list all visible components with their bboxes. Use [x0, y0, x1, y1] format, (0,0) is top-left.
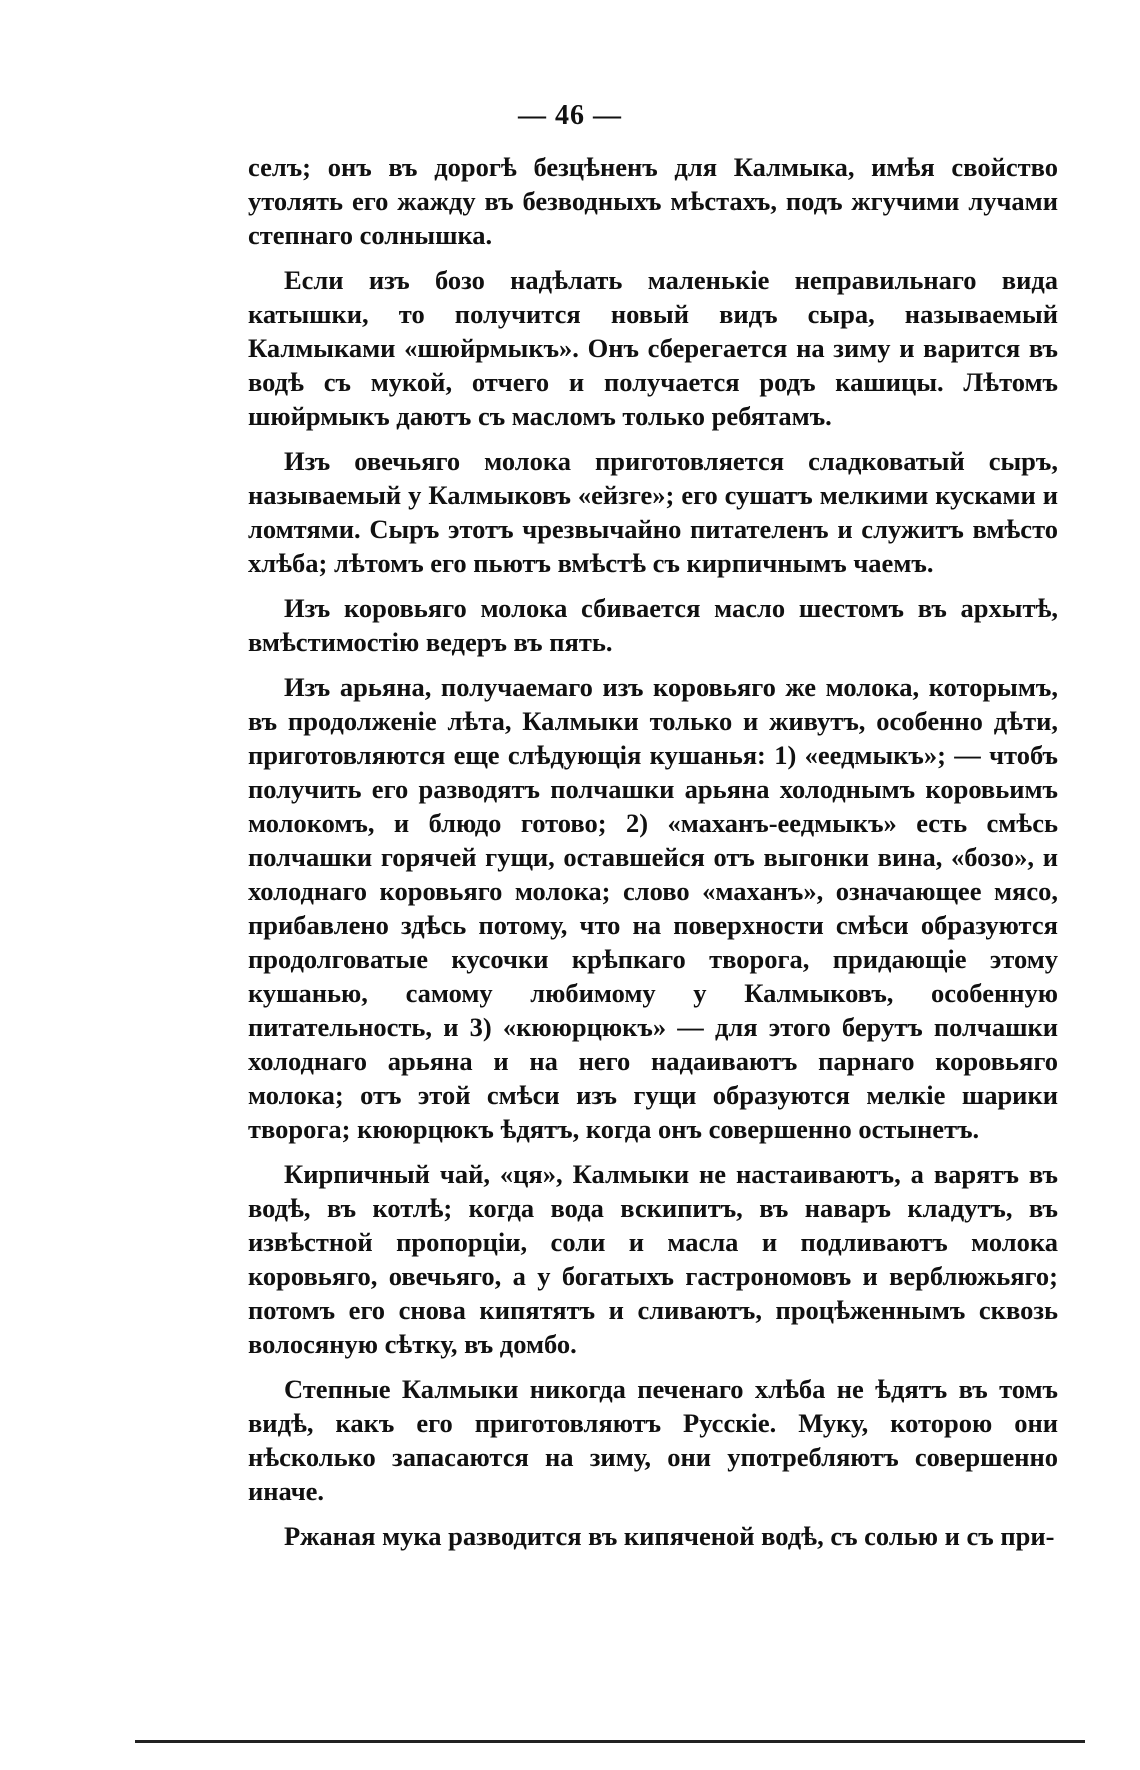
paragraph: Если изъ бозо надѣлать маленькіе неправильнаго вида катышки, то получится новый видъ сыра, называемый Калмыками «шюйрмыкъ». Онъ сберегается на зиму и варится въ водѣ съ мукой, отчего и получается родъ кашицы. Лѣтомъ шюйрмыкъ даютъ съ масломъ только ребятамъ. — [248, 265, 1058, 431]
paragraph: Изъ овечьяго молока приготовляется сладковатый сыръ, называемый у Калмыковъ «ейзге»; его сушатъ мелкими кусками и ломтями. Сыръ этотъ чрезвычайно питателенъ и служитъ вмѣсто хлѣба; лѣтомъ его пьютъ вмѣстѣ съ кирпичнымъ чаемъ. — [248, 446, 1058, 578]
paragraph: селъ; онъ въ дорогѣ безцѣненъ для Калмыка, имѣя свойство утолять его жажду въ безводныхъ мѣстахъ, подъ жгучими лучами степнаго солнышка. — [248, 152, 1058, 250]
page-number: — 46 — — [518, 100, 622, 131]
page-bottom-rule — [135, 1740, 1085, 1743]
paragraph: Степные Калмыки никогда печенаго хлѣба не ѣдятъ въ томъ видѣ, какъ его приготовляютъ Русскіе. Муку, которою они нѣсколько запасаются на зиму, они употребляютъ совершенно иначе. — [248, 1374, 1058, 1506]
body-text — [248, 150, 1058, 1564]
paragraph: Ржаная мука разводится въ кипяченой водѣ, съ солью и съ при- — [284, 1521, 1055, 1551]
paragraph: Изъ арьяна, получаемаго изъ коровьяго же молока, которымъ, въ продолженіе лѣта, Калмыки только и живутъ, особенно дѣти, приготовляются еще слѣдующія кушанья: 1) «еедмыкъ»; — чтобъ получить его разводятъ полчашки арьяна холоднымъ коровьимъ молокомъ, и блюдо готово; 2) «маханъ-еедмыкъ» есть смѣсь полчашки горячей гущи, оставшейся отъ выгонки вина, «бозо», и холоднаго коровьяго молока; слово «маханъ», означающее мясо, прибавлено здѣсь потому, что на поверхности смѣси образуются продолговатые кусочки крѣпкаго творога, придающіе этому кушанью, самому любимому у Калмыковъ, особенную питательность, и 3) «кююрцюкъ» — для этого берутъ полчашки холоднаго арьяна и на него надаиваютъ парнаго коровьяго молока; отъ этой смѣси изъ гущи образуются мелкіе шарики творога; кююрцюкъ ѣдятъ, когда онъ совершенно остынетъ. — [248, 672, 1058, 1144]
paragraph: Кирпичный чай, «ця», Калмыки не настаиваютъ, а варятъ въ водѣ, въ котлѣ; когда вода вскипитъ, въ наваръ кладутъ, въ извѣстной пропорціи, соли и масла и подливаютъ молока коровьяго, овечьяго, а у богатыхъ гастрономовъ и верблюжьяго; потомъ его снова кипятятъ и сливаютъ, процѣженнымъ сквозь волосяную сѣтку, въ домбо. — [248, 1159, 1058, 1359]
paragraph: Изъ коровьяго молока сбивается масло шестомъ въ архытѣ, вмѣстимостію ведеръ въ пять. — [248, 593, 1058, 657]
